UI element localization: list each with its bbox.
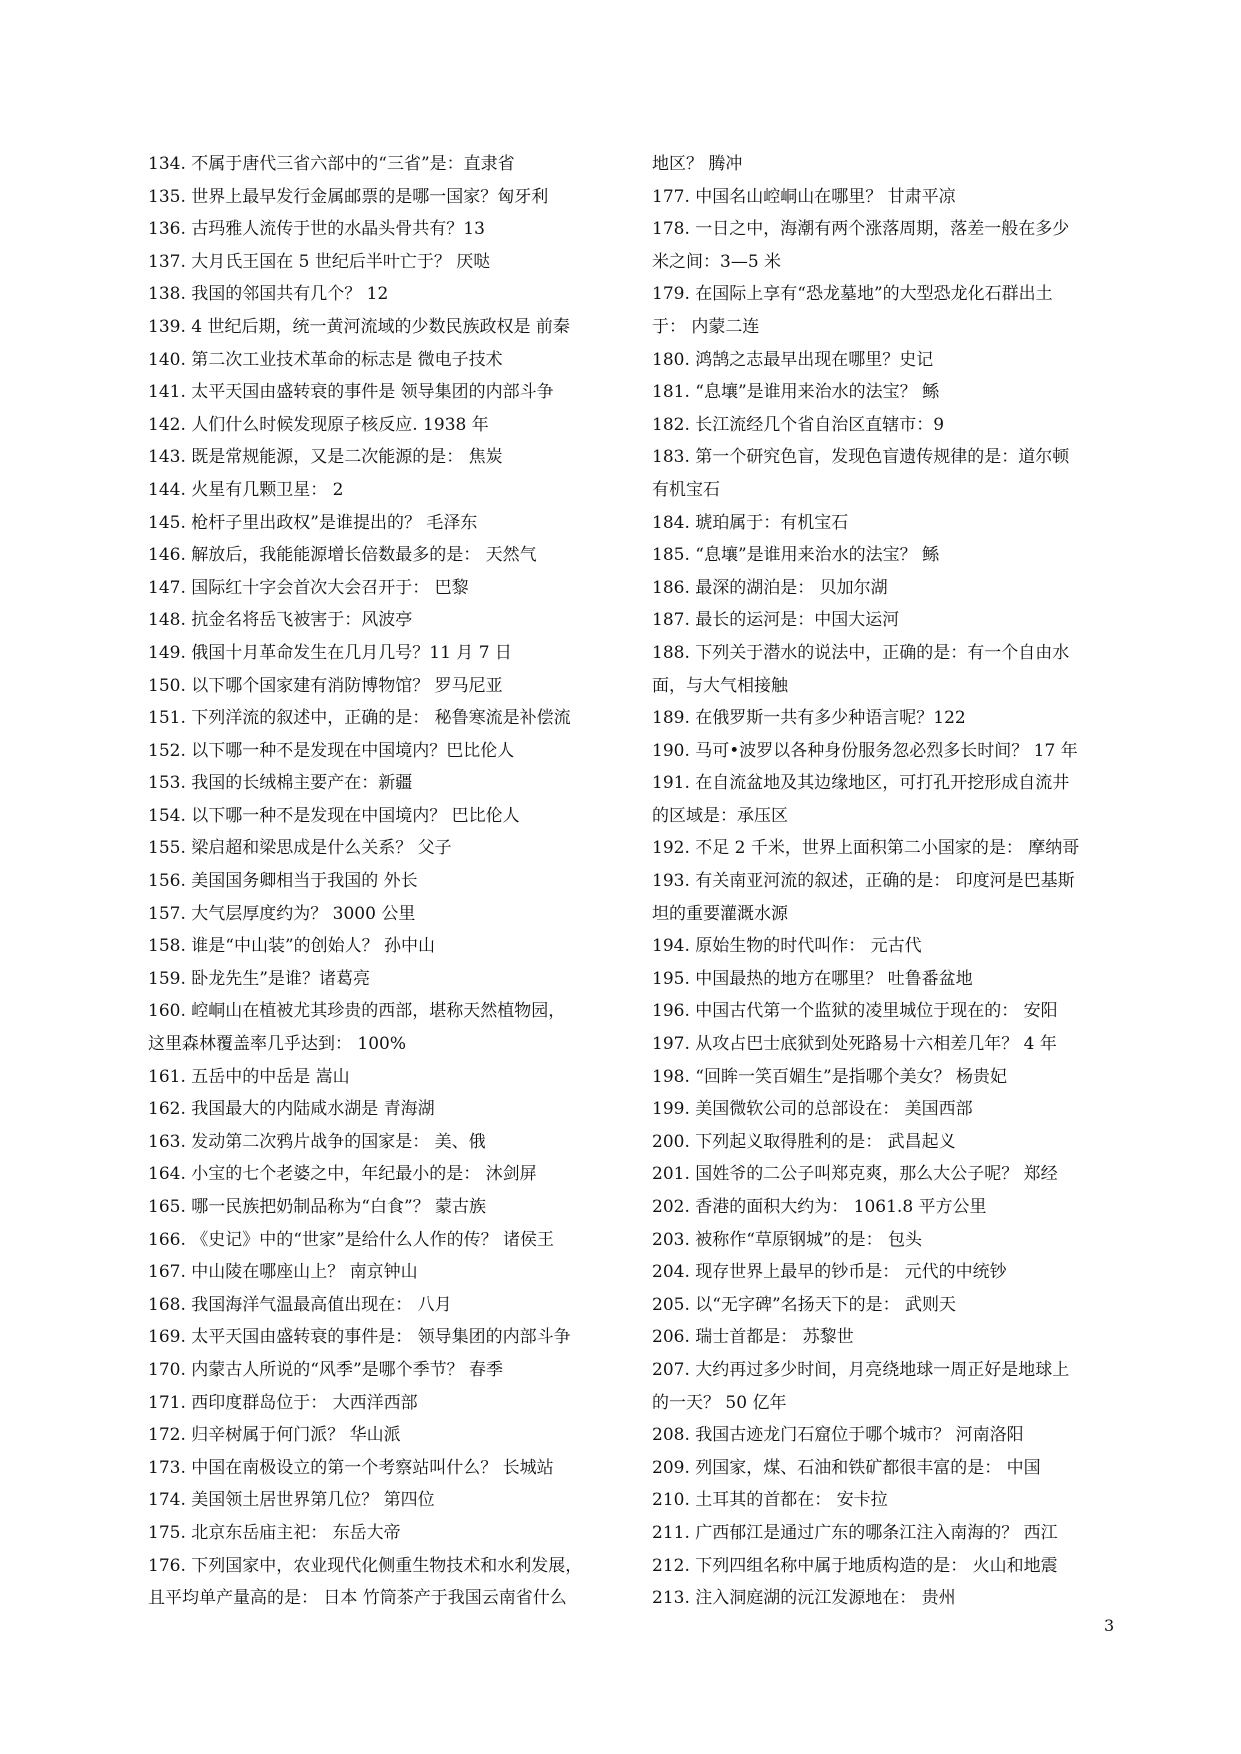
text-line: 211. 广西郁江是通过广东的哪条江注入南海的？ 西江 <box>652 1522 1058 1543</box>
text-line: 165. 哪一民族把奶制品称为“白食”？ 蒙古族 <box>148 1197 487 1217</box>
text-line: 207. 大约再过多少时间，月亮绕地球一周正好是地球上 <box>652 1359 1070 1380</box>
text-line: 174. 美国领土居世界第几位？ 第四位 <box>148 1490 435 1511</box>
text-line: 200. 下列起义取得胜利的是： 武昌起义 <box>652 1131 956 1152</box>
text-line: 194. 原始生物的时代叫作： 元古代 <box>652 936 922 957</box>
text-line: 209. 列国家，煤、石油和铁矿都很丰富的是： 中国 <box>652 1457 1041 1478</box>
text-line: 150. 以下哪个国家建有消防博物馆？ 罗马尼亚 <box>148 675 503 696</box>
text-line: 144. 火星有几颗卫星： 2 <box>148 479 344 500</box>
text-line: 202. 香港的面积大约为： 1061.8 平方公里 <box>652 1197 987 1217</box>
text-line: 190. 马可•波罗以各种身份服务忽必烈多长时间？ 17 年 <box>652 740 1078 761</box>
text-line: 于： 内蒙二连 <box>652 316 760 337</box>
text-line: 212. 下列四组名称中属于地质构造的是： 火山和地震 <box>652 1555 1058 1576</box>
text-line: 141. 太平天国由盛转衰的事件是 领导集团的内部斗争 <box>148 382 554 403</box>
text-line: 166. 《史记》中的“世家”是给什么人作的传？ 诸侯王 <box>148 1229 555 1250</box>
text-line: 188. 下列关于潜水的说法中，正确的是：有一个自由水 <box>652 642 1070 663</box>
text-line: 184. 琥珀属于：有机宝石 <box>652 512 849 533</box>
text-line: 且平均单产量高的是： 日本 竹筒茶产于我国云南省什么 <box>148 1588 567 1609</box>
text-line: 205. 以“无字碑”名扬天下的是： 武则天 <box>652 1294 957 1315</box>
text-line: 138. 我国的邻国共有几个？ 12 <box>148 284 389 305</box>
text-line: 206. 瑞士首都是： 苏黎世 <box>652 1327 854 1348</box>
text-line: 185. “息壤”是谁用来治水的法宝？ 鲧 <box>652 545 940 566</box>
text-line: 191. 在自流盆地及其边缘地区，可打孔开挖形成自流井 <box>652 773 1070 794</box>
text-line: 210. 土耳其的首都在： 安卡拉 <box>652 1490 888 1511</box>
text-line: 有机宝石 <box>652 479 720 500</box>
text-line: 198. “回眸一笑百媚生”是指哪个美女？ 杨贵妃 <box>652 1066 1008 1087</box>
text-line: 145. 枪杆子里出政权”是谁提出的？ 毛泽东 <box>148 512 478 533</box>
text-line: 143. 既是常规能源，又是二次能源的是： 焦炭 <box>148 447 503 468</box>
text-line: 172. 归辛树属于何门派？ 华山派 <box>148 1425 401 1446</box>
text-line: 168. 我国海洋气温最高值出现在： 八月 <box>148 1294 452 1315</box>
text-line: 192. 不足 2 千米，世界上面积第二小国家的是： 摩纳哥 <box>652 838 1080 859</box>
text-line: 154. 以下哪一种不是发现在中国境内？ 巴比伦人 <box>148 805 520 826</box>
text-line: 161. 五岳中的中岳是 嵩山 <box>148 1066 350 1087</box>
text-line: 189. 在俄罗斯一共有多少种语言呢？122 <box>652 708 966 729</box>
text-line: 136. 古玛雅人流传于世的水晶头骨共有？13 <box>148 219 485 240</box>
text-line: 米之间：3—5 米 <box>652 251 782 272</box>
text-line: 159. 卧龙先生”是谁？诸葛亮 <box>148 968 370 989</box>
text-line: 178. 一日之中，海潮有两个涨落周期，落差一般在多少 <box>652 219 1070 240</box>
left-column <box>148 148 618 1615</box>
text-line: 139. 4 世纪后期，统一黄河流域的少数民族政权是 前秦 <box>148 316 570 337</box>
text-line: 155. 梁启超和梁思成是什么关系？ 父子 <box>148 838 452 859</box>
text-line: 196. 中国古代第一个监狱的凌里城位于现在的： 安阳 <box>652 1001 1058 1022</box>
text-line: 197. 从攻占巴士底狱到处死路易十六相差几年？ 4 年 <box>652 1034 1057 1055</box>
right-column <box>652 148 1122 1615</box>
text-line: 195. 中国最热的地方在哪里？ 吐鲁番盆地 <box>652 968 973 989</box>
text-line: 169. 太平天国由盛转衰的事件是： 领导集团的内部斗争 <box>148 1327 571 1348</box>
text-line: 160. 崆峒山在植被尤其珍贵的西部，堪称天然植物园， <box>148 1001 566 1022</box>
text-line: 134. 不属于唐代三省六部中的“三省”是：直隶省 <box>148 154 515 174</box>
text-line: 203. 被称作“草原钢城”的是： 包头 <box>652 1229 923 1250</box>
text-line: 152. 以下哪一种不是发现在中国境内？巴比伦人 <box>148 740 515 761</box>
text-line: 175. 北京东岳庙主祀： 东岳大帝 <box>148 1522 401 1543</box>
text-line: 151. 下列洋流的叙述中，正确的是： 秘鲁寒流是补偿流 <box>148 708 571 729</box>
text-line: 153. 我国的长绒棉主要产在：新疆 <box>148 773 413 794</box>
text-line: 180. 鸿鹄之志最早出现在哪里？史记 <box>652 349 934 370</box>
text-line: 面，与大气相接触 <box>652 675 788 696</box>
text-line: 173. 中国在南极设立的第一个考察站叫什么？ 长城站 <box>148 1457 554 1478</box>
text-line: 182. 长江流经几个省自治区直辖市：9 <box>652 414 945 435</box>
text-line: 199. 美国微软公司的总部设在： 美国西部 <box>652 1099 973 1120</box>
text-line: 的区域是：承压区 <box>652 805 788 826</box>
text-line: 这里森林覆盖率几乎达到： 100% <box>148 1034 407 1055</box>
text-line: 163. 发动第二次鸦片战争的国家是： 美、俄 <box>148 1131 486 1152</box>
text-line: 181. “息壤”是谁用来治水的法宝？ 鲧 <box>652 382 940 403</box>
text-line: 156. 美国国务卿相当于我国的 外长 <box>148 871 418 892</box>
text-line: 176. 下列国家中，农业现代化侧重生物技术和水利发展， <box>148 1555 583 1576</box>
text-line: 149. 俄国十月革命发生在几月几号？11 月 7 日 <box>148 642 512 663</box>
text-line: 坦的重要灌溉水源 <box>652 903 788 924</box>
text-line: 177. 中国名山崆峒山在哪里？ 甘肃平凉 <box>652 186 956 207</box>
text-line: 158. 谁是“中山装”的创始人？ 孙中山 <box>148 936 436 957</box>
text-line: 148. 抗金名将岳飞被害于：风波亭 <box>148 610 413 631</box>
text-line: 137. 大月氏王国在 5 世纪后半叶亡于？ 厌哒 <box>148 251 491 272</box>
text-line: 147. 国际红十字会首次大会召开于： 巴黎 <box>148 577 469 598</box>
text-line: 142. 人们什么时候发现原子核反应. 1938 年 <box>148 414 489 435</box>
text-line: 164. 小宝的七个老婆之中，年纪最小的是： 沐剑屏 <box>148 1164 537 1185</box>
text-line: 167. 中山陵在哪座山上？ 南京钟山 <box>148 1262 418 1283</box>
text-line: 208. 我国古迹龙门石窟位于哪个城市？ 河南洛阳 <box>652 1425 1024 1446</box>
text-line: 162. 我国最大的内陆咸水湖是 青海湖 <box>148 1099 435 1120</box>
text-line: 157. 大气层厚度约为？ 3000 公里 <box>148 903 416 924</box>
text-line: 140. 第二次工业技术革命的标志是 微电子技术 <box>148 349 503 370</box>
text-line: 213. 注入洞庭湖的沅江发源地在： 贵州 <box>652 1588 956 1609</box>
text-line: 193. 有关南亚河流的叙述，正确的是： 印度河是巴基斯 <box>652 871 1075 892</box>
text-line: 地区？ 腾冲 <box>652 154 743 174</box>
text-line: 179. 在国际上享有“恐龙墓地”的大型恐龙化石群出土 <box>652 284 1053 305</box>
text-line: 186. 最深的湖泊是： 贝加尔湖 <box>652 577 888 598</box>
text-line: 146. 解放后，我能能源增长倍数最多的是： 天然气 <box>148 545 537 566</box>
text-line: 135. 世界上最早发行金属邮票的是哪一国家？匈牙利 <box>148 186 549 207</box>
text-line: 的一天？ 50 亿年 <box>652 1392 787 1413</box>
text-line: 204. 现存世界上最早的钞币是： 元代的中统钞 <box>652 1262 1007 1283</box>
text-line: 201. 国姓爷的二公子叫郑克爽，那么大公子呢？ 郑经 <box>652 1164 1058 1185</box>
page-number: 3 <box>1104 1616 1115 1635</box>
text-line: 183. 第一个研究色盲，发现色盲遗传规律的是：道尔顿 <box>652 447 1070 468</box>
text-line: 170. 内蒙古人所说的“风季”是哪个季节？ 春季 <box>148 1359 504 1380</box>
text-line: 187. 最长的运河是：中国大运河 <box>652 610 900 631</box>
text-line: 171. 西印度群岛位于： 大西洋西部 <box>148 1392 418 1413</box>
